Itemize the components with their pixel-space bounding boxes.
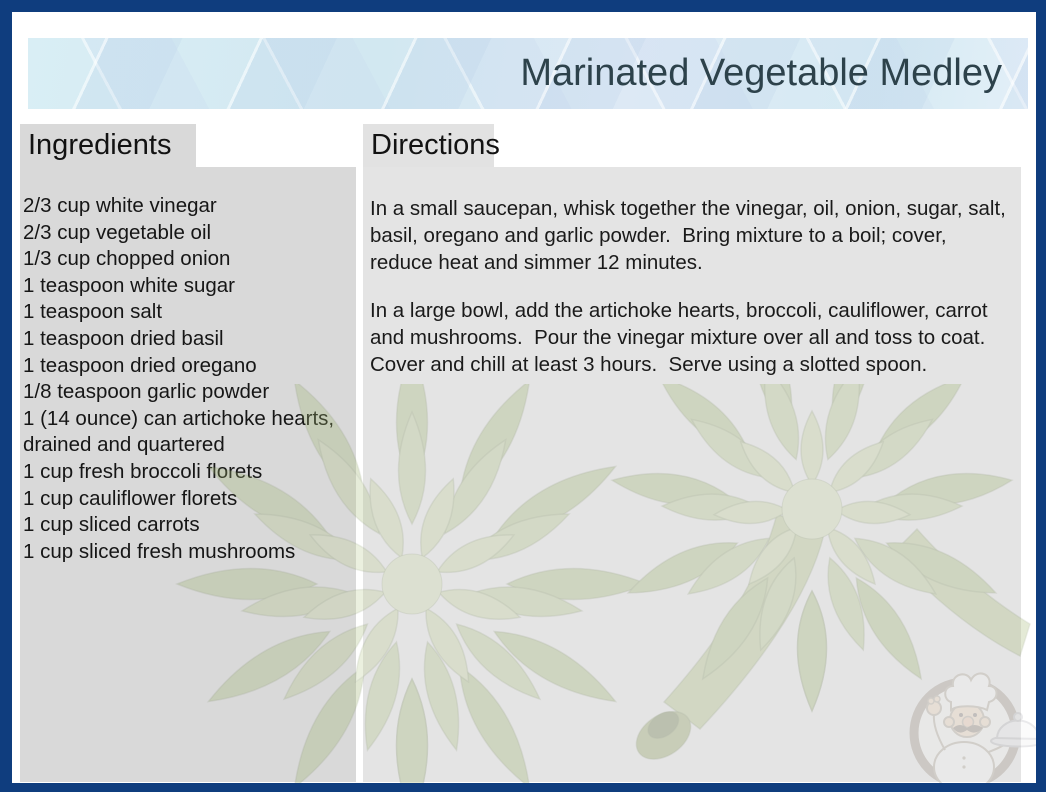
- ingredient-item: 1 teaspoon dried oregano: [23, 353, 257, 377]
- ingredient-item: 1/8 teaspoon garlic powder: [23, 380, 270, 404]
- ingredient-item: 1 (14 ounce) can artichoke hearts, drained and quartered: [23, 406, 335, 457]
- ingredients-panel: [20, 167, 356, 782]
- ingredient-item: 2/3 cup white vinegar: [23, 194, 217, 217]
- ingredient-item: 1/3 cup chopped onion: [23, 247, 231, 271]
- directions-heading-box: [363, 124, 500, 167]
- ingredient-item: 1 teaspoon salt: [23, 300, 163, 324]
- ingredients-list: [23, 193, 356, 565]
- directions-paragraph: In a large bowl, add the artichoke hearts, broccoli, cauliflower, carrot and mushrooms. Pour the vinegar mixture over all and toss to coat. Cover and chill at least 3 hours. Serve using a slotted spoon.: [370, 299, 997, 376]
- ingredient-item: 1 cup sliced fresh mushrooms: [23, 539, 296, 563]
- ingredient-item: 1 teaspoon white sugar: [23, 273, 235, 297]
- ingredients-heading-box: [20, 124, 196, 167]
- ingredient-item: 1 cup sliced carrots: [23, 513, 200, 537]
- page-title: Marinated Vegetable Medley: [520, 52, 1002, 94]
- ingredients-heading: Ingredients: [28, 129, 172, 161]
- ingredient-item: 1 cup fresh broccoli florets: [23, 459, 263, 483]
- directions-paragraph: In a small saucepan, whisk together the vinegar, oil, onion, sugar, salt, basil, oregano and garlic powder. Bring mixture to a boil; cover, reduce heat and simmer 12 minutes.: [370, 197, 1012, 274]
- ingredient-item: 1 teaspoon dried basil: [23, 326, 224, 350]
- ingredient-item: 2/3 cup vegetable oil: [23, 220, 212, 244]
- header-band: [28, 38, 1028, 109]
- directions-heading: Directions: [371, 129, 500, 161]
- ingredient-item: 1 cup cauliflower florets: [23, 486, 238, 510]
- directions-panel: [363, 167, 1021, 782]
